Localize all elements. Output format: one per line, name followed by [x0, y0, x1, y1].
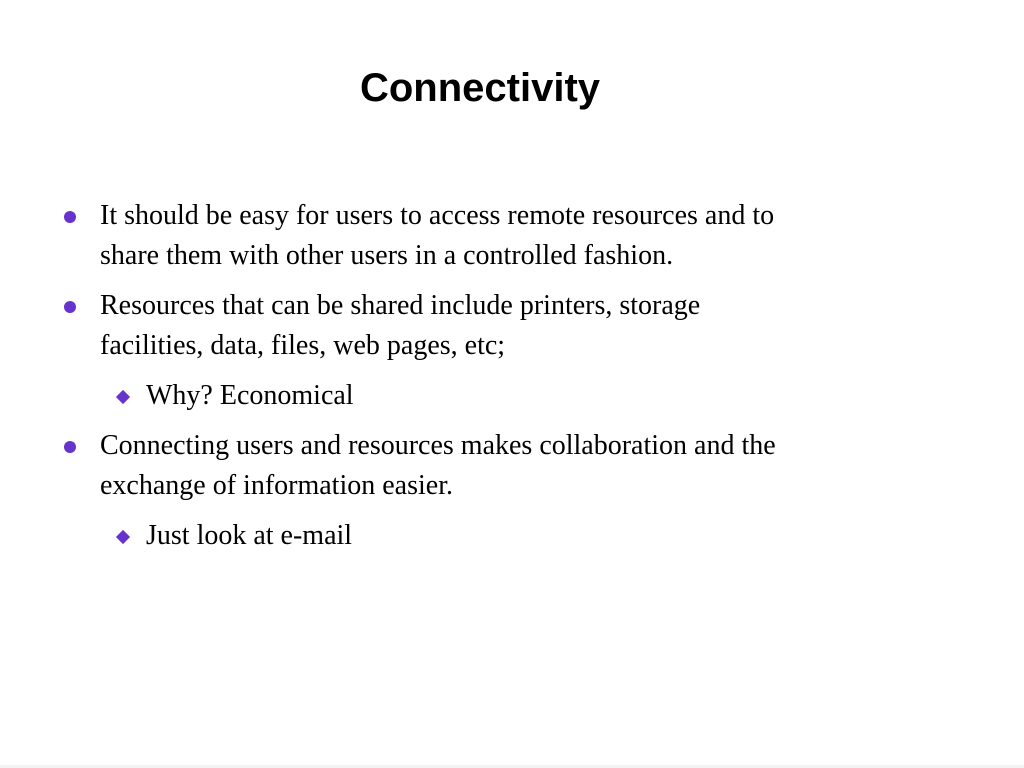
round-bullet-icon: [64, 441, 76, 453]
bullet-line: It should be easy for users to access remote resources and to: [100, 200, 775, 231]
bullet-line: Connecting users and resources makes collaboration and the: [100, 430, 776, 461]
sub-bullet-text: Why? Economical: [146, 380, 354, 411]
bullet-line: exchange of information easier.: [100, 470, 453, 501]
slide-title: Connectivity: [359, 66, 601, 110]
sub-bullet-text: Just look at e-mail: [146, 520, 353, 551]
diamond-bullet-icon: [116, 390, 130, 404]
bullet-line: Resources that can be shared include printers, storage: [100, 290, 701, 321]
round-bullet-icon: [64, 211, 76, 223]
diamond-bullet-icon: [116, 530, 130, 544]
bullet-line: facilities, data, files, web pages, etc;: [100, 330, 506, 361]
round-bullet-icon: [64, 301, 76, 313]
bullet-line: share them with other users in a controlled fashion.: [100, 240, 674, 271]
